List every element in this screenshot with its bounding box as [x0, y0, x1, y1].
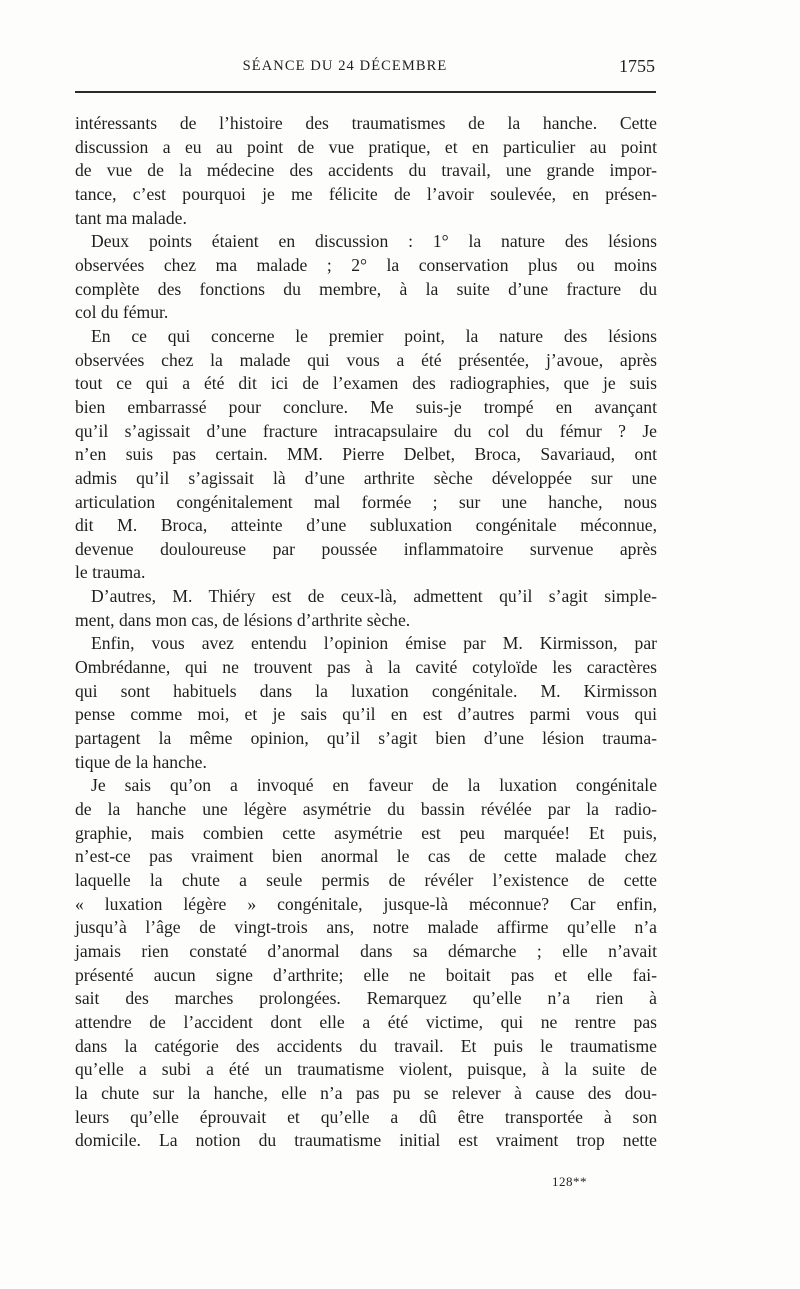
text-line: intéressants de l’histoire des traumatismes de la hanche. Cette [75, 113, 657, 133]
text-line: ment, dans mon cas, de lésions d’arthrite sèche. [75, 609, 411, 630]
text-line: domicile. La notion du traumatisme initial est vraiment trop nette [75, 1130, 657, 1151]
text-line: présenté aucun signe d’arthrite; elle ne boitait pas et elle fai- [75, 964, 657, 985]
header-rule [75, 91, 656, 93]
text-line: sait des marches prolongées. Remarquez qu’elle n’a rien à [75, 988, 657, 1009]
running-title: SÉANCE DU 24 DÉCEMBRE [242, 58, 448, 74]
text-line: qui sont habituels dans la luxation congénitale. M. Kirmisson [75, 680, 657, 701]
text-line: jusqu’à l’âge de vingt-trois ans, notre malade affirme qu’elle n’a [75, 917, 657, 938]
text-line: En ce qui concerne le premier point, la nature des lésions [91, 325, 657, 346]
text-line: n’en suis pas certain. MM. Pierre Delbet, Broca, Savariaud, ont [75, 444, 657, 465]
text-line: observées chez la malade qui vous a été présentée, j’avoue, après [75, 349, 657, 370]
text-line: partagent la même opinion, qu’il s’agit bien d’une lésion trauma- [75, 728, 657, 749]
text-line: bien embarrassé pour conclure. Me suis-je trompé en avançant [75, 396, 657, 417]
text-line: col du fémur. [75, 302, 169, 323]
text-line: laquelle la chute a seule permis de révéler l’existence de cette [75, 870, 657, 890]
signature-mark: 128** [552, 1174, 587, 1189]
body-text [75, 112, 657, 1153]
text-line: leurs qu’elle éprouvait et qu’elle a dû être transportée à son [75, 1106, 657, 1127]
text-line: Deux points étaient en discussion : 1° la nature des lésions [91, 231, 657, 252]
text-line: tout ce qui a été dit ici de l’examen des radiographies, que je suis [75, 373, 657, 394]
running-head [75, 54, 655, 78]
text-line: dit M. Broca, atteinte d’une subluxation congénitale méconnue, [75, 515, 657, 536]
text-line: tique de la hanche. [75, 751, 207, 772]
text-line: de la hanche une légère asymétrie du bassin révélée par la radio- [75, 799, 657, 820]
text-line: qu’il s’agissait d’une fracture intracapsulaire du col du fémur ? Je [75, 420, 657, 441]
text-line: dans la catégorie des accidents du travail. Et puis le traumatisme [75, 1035, 657, 1056]
text-line: de vue de la médecine des accidents du travail, une grande impor- [75, 160, 657, 181]
text-line: le trauma. [75, 562, 146, 583]
text-line: observées chez ma malade ; 2° la conservation plus ou moins [75, 254, 657, 275]
text-line: la chute sur la hanche, elle n’a pas pu se relever à cause des dou- [75, 1082, 657, 1103]
text-line: pense comme moi, et je sais qu’il en est d’autres parmi vous qui [75, 704, 657, 725]
text-line: attendre de l’accident dont elle a été victime, qui ne rentre pas [75, 1011, 657, 1032]
text-line: articulation congénitalement mal formée ; sur une hanche, nous [75, 491, 657, 512]
text-line: « luxation légère » congénitale, jusque-là méconnue? Car enfin, [75, 893, 657, 914]
text-line: Je sais qu’on a invoqué en faveur de la luxation congénitale [91, 775, 657, 796]
text-line: qu’elle a subi a été un traumatisme violent, puisque, à la suite de [75, 1059, 657, 1080]
text-line: devenue douloureuse par poussée inflammatoire survenue après [75, 538, 657, 559]
text-line: n’est-ce pas vraiment bien anormal le cas de cette malade chez [75, 846, 657, 867]
text-line: graphie, mais combien cette asymétrie est peu marquée! Et puis, [75, 822, 657, 843]
page-number: 1755 [619, 56, 655, 76]
text-line: Ombrédanne, qui ne trouvent pas à la cavité cotyloïde les caractères [75, 657, 657, 678]
text-line: discussion a eu au point de vue pratique, et en particulier au point [75, 136, 657, 157]
text-line: admis qu’il s’agissait là d’une arthrite sèche développée sur une [75, 467, 657, 488]
text-line: complète des fonctions du membre, à la suite d’une fracture du [75, 278, 657, 299]
text-line: jamais rien constaté d’anormal dans sa démarche ; elle n’avait [75, 940, 657, 961]
text-line: D’autres, M. Thiéry est de ceux-là, admettent qu’il s’agit simple- [91, 586, 657, 607]
text-line: Enfin, vous avez entendu l’opinion émise par M. Kirmisson, par [91, 633, 657, 654]
text-line: tance, c’est pourquoi je me félicite de l’avoir soulevée, en présen- [75, 183, 657, 204]
text-line: tant ma malade. [75, 207, 187, 228]
